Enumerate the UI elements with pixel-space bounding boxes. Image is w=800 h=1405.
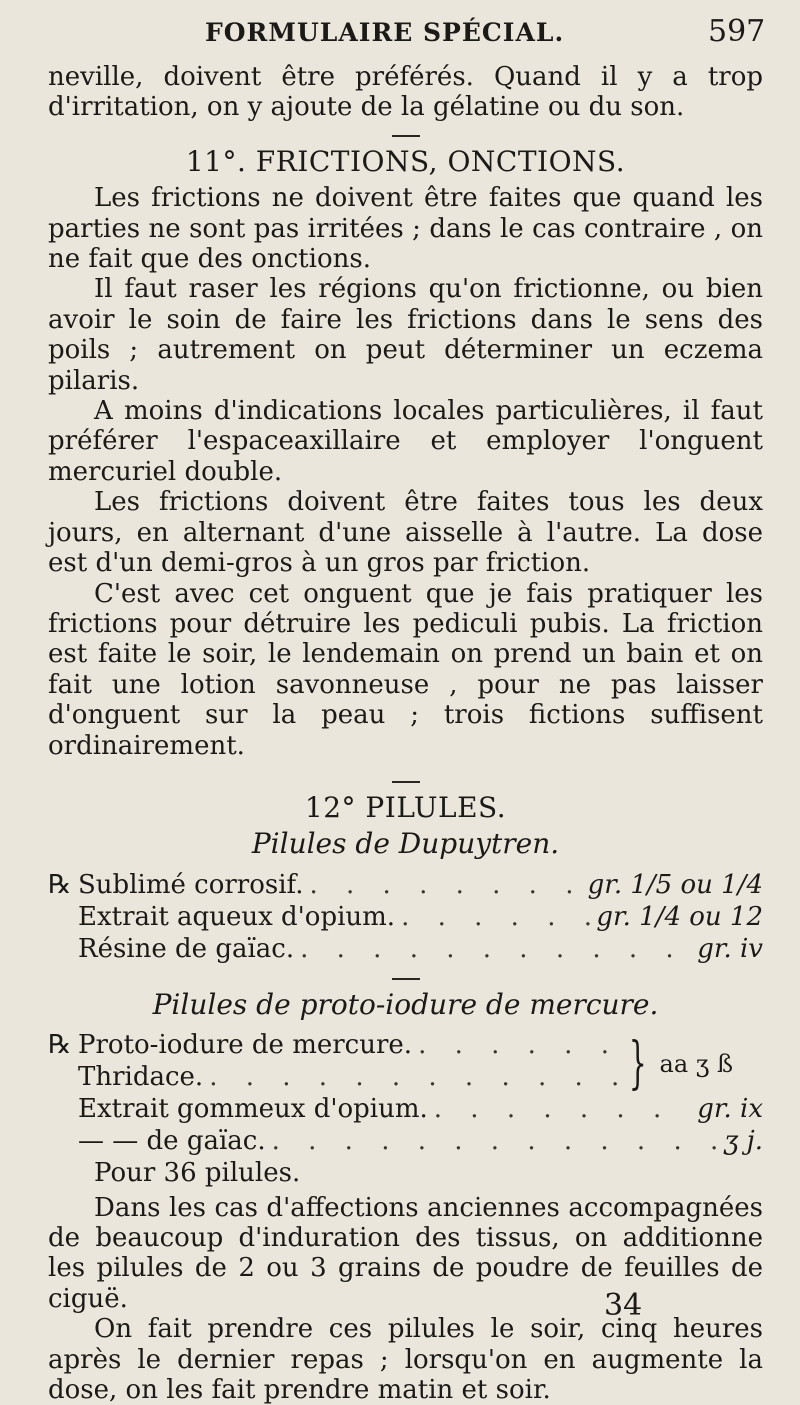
ingredient-quantity: gr. ix [697, 1094, 763, 1125]
leader-dots [434, 1094, 691, 1124]
leader-dots [300, 934, 691, 964]
paragraph: C'est avec cet onguent que je fais pratiquer les frictions pour détruire les pediculi pubis. La friction est faite le soir, le lendemain on prend un bain et on fait une lotion savonneuse , pour ne pas laisser d'onguent sur la peau ; trois fictions suffisent ordinairement. [48, 578, 763, 761]
section-separator [392, 135, 420, 137]
section-12-title: 12° PILULES. [304, 790, 507, 824]
formula-row [48, 870, 763, 902]
formula-dupuytren [48, 870, 763, 966]
leader-dots [418, 1030, 627, 1060]
paragraph: Les frictions ne doivent être faites que quand les parties ne sont pas irritées ; dans le cas contraire , on ne fait que des onctions. [48, 183, 763, 275]
page-number: 597 [708, 14, 766, 49]
ingredient-name: Résine de gaïac. [78, 933, 295, 964]
ingredient-name: Proto-iodure de mercure. [78, 1030, 413, 1061]
brace-quantity [620, 1031, 733, 1097]
ingredient-name: Extrait gommeux d'opium. [78, 1094, 428, 1125]
section-11-title: 11°. FRICTIONS, ONCTIONS. [185, 144, 626, 178]
paragraph: Il faut raser les régions qu'on frictionne, ou bien avoir le soin de faire les frictions dans le sens des poils ; autrement on peut déterminer un eczema pilaris. [48, 274, 763, 396]
section-separator [392, 781, 420, 783]
formula-row [48, 902, 763, 934]
signature-mark: 34 [604, 1288, 643, 1323]
recipe-symbol: ℞ [48, 1030, 72, 1061]
recipe-symbol: ℞ [48, 869, 72, 900]
leader-dots [309, 870, 581, 900]
paragraph: A moins d'indications locales particulières, il faut préférer l'espaceaxillaire et employer l'onguent mercuriel double. [48, 396, 763, 487]
brace-glyph: } [628, 1031, 647, 1097]
formula-proto-iodure [48, 1030, 763, 1188]
paragraph: Dans les cas d'affections anciennes accompagnées de beaucoup d'induration des tissus, on additionne les pilules de 2 ou 3 grains de poudre de feuilles de ciguë. [48, 1192, 763, 1314]
ingredient-name: Sublimé corrosif. [78, 869, 304, 900]
ingredient-quantity: ʒ j. [723, 1126, 763, 1157]
braced-group [48, 1030, 763, 1097]
page-body [48, 62, 763, 1405]
running-head [0, 14, 800, 54]
paragraph: Les frictions doivent être faites tous les deux jours, en alternant d'une aisselle à l'autre. La dose est d'un demi-gros à un gros par friction. [48, 487, 763, 579]
formula-title: Pilules de proto-iodure de mercure. [152, 987, 659, 1021]
formula-row [48, 1126, 763, 1158]
leader-dots [401, 902, 590, 932]
formula-row [48, 934, 763, 966]
section-separator [392, 978, 420, 980]
grouped-quantity: aa ʒ ß [659, 1049, 733, 1078]
ingredient-quantity: gr. 1/5 ou 1/4 [587, 869, 763, 900]
leader-dots [209, 1062, 627, 1092]
running-title: FORMULAIRE SPÉCIAL. [205, 18, 565, 47]
ingredient-name: Thridace. [78, 1062, 204, 1093]
ingredient-name: — — de gaïac. [78, 1126, 266, 1157]
ingredient-name: Extrait aqueux d'opium. [78, 901, 396, 932]
intro-paragraph: neville, doivent être préférés. Quand il y a trop d'irritation, on y ajoute de la gélatine ou du son. [48, 62, 763, 123]
formula-row [48, 1094, 763, 1126]
leader-dots [272, 1126, 718, 1156]
formula-title: Pilules de Dupuytren. [251, 827, 560, 861]
paragraph: On fait prendre ces pilules le soir, cinq heures après le dernier repas ; lorsqu'on en augmente la dose, on les fait prendre matin et soir. [48, 1314, 763, 1405]
ingredient-quantity: gr. iv [697, 933, 763, 964]
formula-yield: Pour 36 pilules. [94, 1158, 301, 1189]
ingredient-quantity: gr. 1/4 ou 12 [596, 901, 763, 932]
